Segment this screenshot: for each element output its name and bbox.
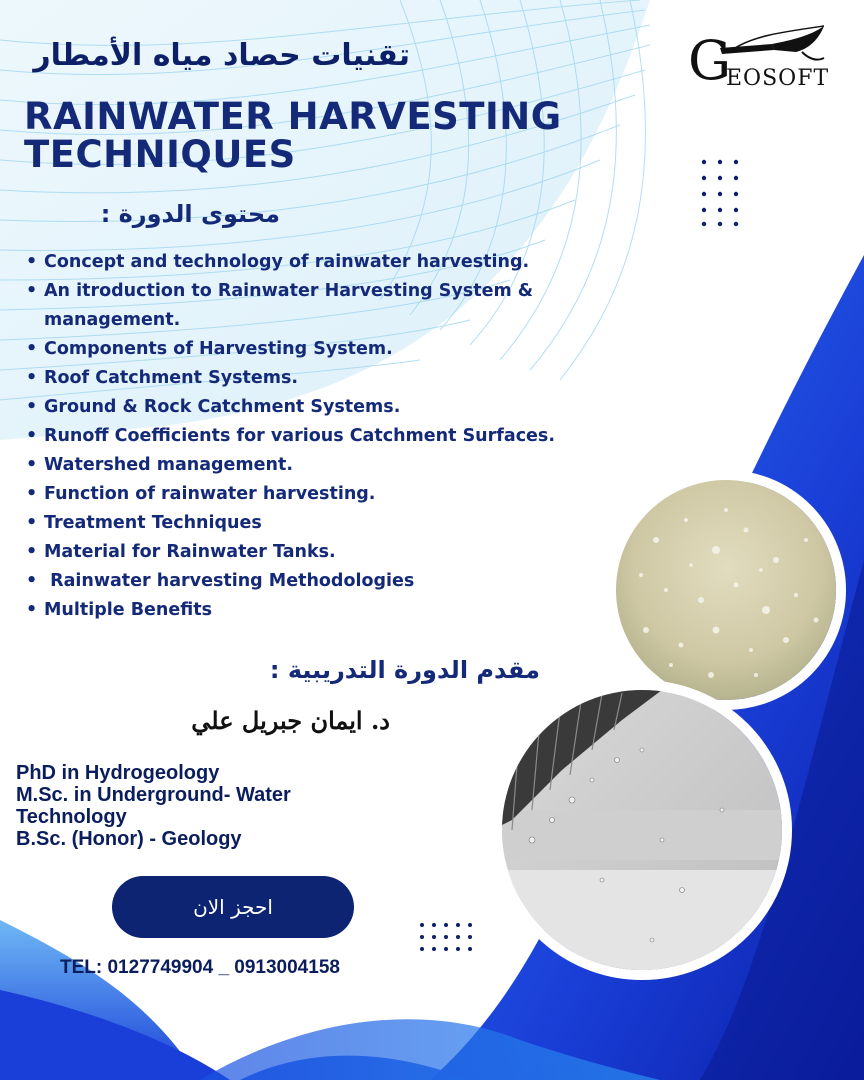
presenter-name: د. ايمان جبريل علي [191, 706, 390, 735]
book-now-button[interactable]: احجز الان [112, 876, 354, 938]
presenter-heading: مقدم الدورة التدريبية : [269, 656, 540, 684]
credential-bsc: B.Sc. (Honor) - Geology [16, 828, 242, 850]
logo-initial: G [688, 29, 732, 92]
roof-drip-photo [492, 680, 792, 980]
course-content-list [24, 248, 664, 625]
droplets-image [616, 480, 836, 700]
list-item: • An itroduction to Rainwater Harvesting System & management. [24, 277, 664, 335]
list-item: • Runoff Coefficients for various Catchment Surfaces. [24, 422, 664, 451]
english-title: RAINWATER HARVESTING TECHNIQUES [24, 95, 562, 176]
list-item: • Rainwater harvesting Methodologies [24, 567, 664, 596]
list-item: • Components of Harvesting System. [24, 335, 664, 364]
course-content-heading: محتوى الدورة : [100, 200, 280, 228]
list-item: • Ground & Rock Catchment Systems. [24, 393, 664, 422]
arabic-title: تقنيات حصاد مياه الأمطار [33, 38, 410, 73]
list-item: • Concept and technology of rainwater harvesting. [24, 248, 664, 277]
list-item: • Multiple Benefits [24, 596, 664, 625]
dots-decoration-top [700, 156, 744, 228]
credential-phd: PhD in Hydrogeology [16, 762, 220, 784]
list-item: • Function of rainwater harvesting. [24, 480, 664, 509]
list-item: • Roof Catchment Systems. [24, 364, 664, 393]
geosoft-logo [686, 22, 846, 102]
water-droplets-photo [606, 470, 846, 710]
list-item: • Treatment Techniques [24, 509, 664, 538]
roof-drip-image [502, 690, 782, 970]
telephone-numbers: TEL: 0127749904 _ 0913004158 [60, 957, 340, 978]
list-item: • Material for Rainwater Tanks. [24, 538, 664, 567]
list-item: • Watershed management. [24, 451, 664, 480]
logo-rest: EOSOFT [726, 66, 830, 91]
dots-decoration-bottom [418, 920, 478, 954]
presenter-credentials [16, 762, 376, 850]
credential-msc: M.Sc. in Underground- Water Technology [16, 784, 291, 828]
